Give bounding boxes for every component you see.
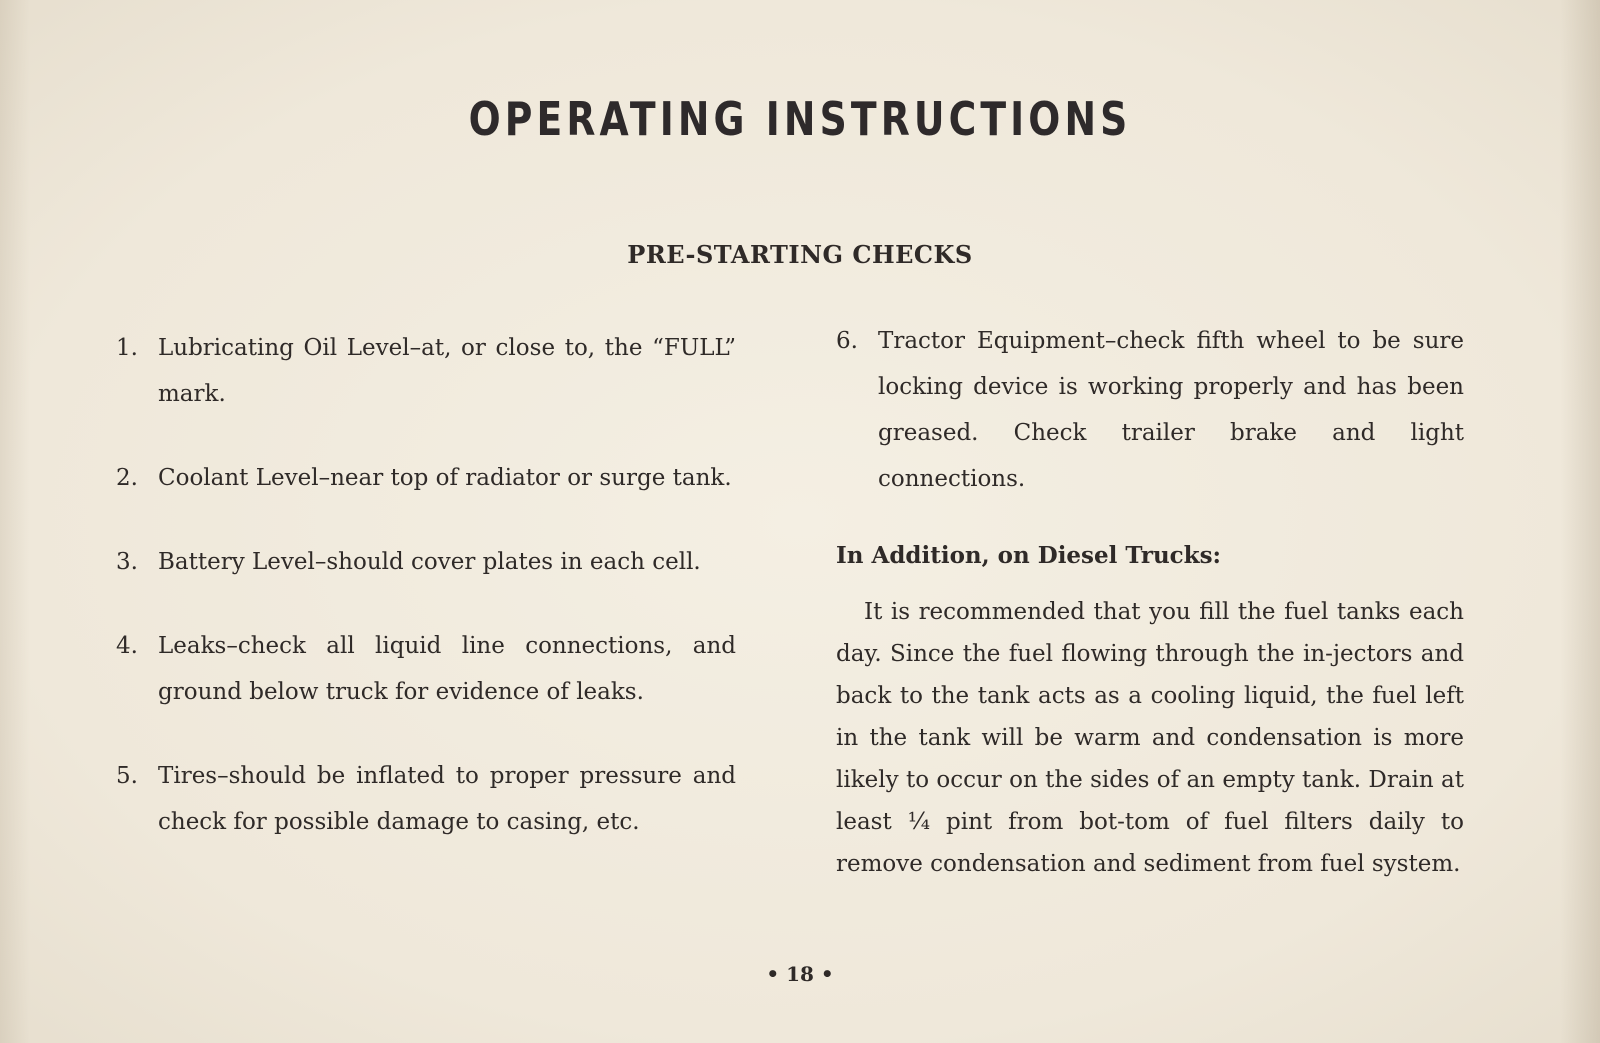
right-column — [836, 318, 1464, 885]
page-title: OPERATING INSTRUCTIONS — [468, 92, 1132, 146]
page-edge-shadow-left — [0, 0, 30, 1043]
item-number: 5. — [116, 763, 138, 789]
check-item-2 — [116, 455, 736, 501]
page-edge-shadow-right — [1560, 0, 1600, 1043]
item-text: Leaks–check all liquid line connections, and ground below truck for evidence of leaks. — [158, 633, 736, 705]
diesel-paragraph: It is recommended that you fill the fuel tanks each day. Since the fuel flowing through the in-jectors and back to the tank acts as a cooling liquid, the fuel left in the tank will be warm and condensation is more likely to occur on the sides of an empty tank. Drain at least ¼ pint from bot-tom of fuel filters daily to remove condensation and sediment from fuel system. — [836, 599, 1464, 877]
page-number: • 18 • — [766, 962, 834, 986]
diesel-heading: In Addition, on Diesel Trucks: — [836, 542, 1222, 569]
check-item-4 — [116, 623, 736, 715]
item-number: 6. — [836, 328, 858, 354]
section-heading: PRE-STARTING CHECKS — [627, 240, 973, 269]
check-item-3 — [116, 539, 736, 585]
item-number: 4. — [116, 633, 138, 659]
check-item-1 — [116, 325, 736, 417]
check-item-5 — [116, 753, 736, 845]
item-text: Lubricating Oil Level–at, or close to, the “FULL” mark. — [158, 335, 736, 407]
item-text: Battery Level–should cover plates in each cell. — [158, 549, 701, 575]
left-column — [116, 325, 736, 883]
item-number: 2. — [116, 465, 138, 491]
item-number: 3. — [116, 549, 138, 575]
item-number: 1. — [116, 335, 138, 361]
item-text: Coolant Level–near top of radiator or surge tank. — [158, 465, 732, 491]
item-text: Tractor Equipment–check fifth wheel to be sure locking device is working properly and has been greased. Check trailer brake and light connections. — [878, 328, 1464, 492]
item-text: Tires–should be inflated to proper pressure and check for possible damage to casing, etc. — [158, 763, 736, 835]
check-item-6 — [836, 318, 1464, 502]
